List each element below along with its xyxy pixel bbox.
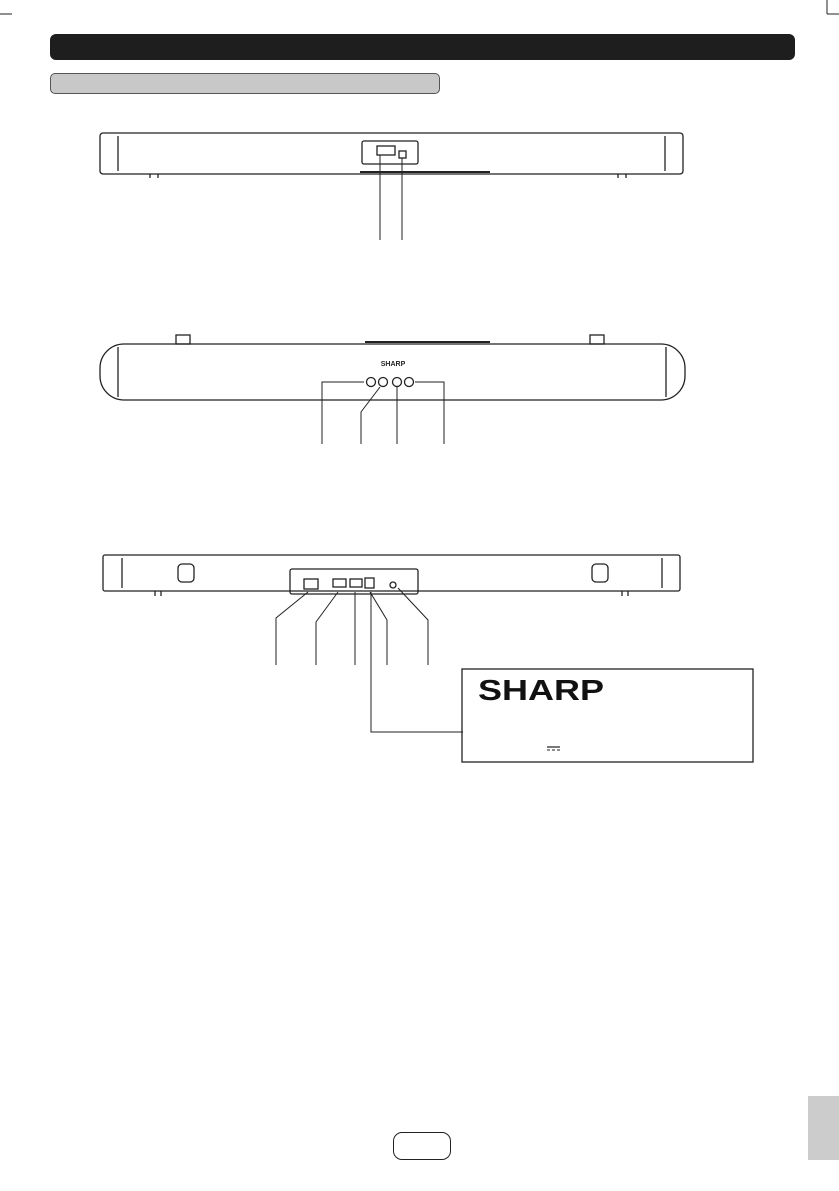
label-logo: SHARP — [478, 675, 604, 707]
sensor-icon — [399, 151, 406, 158]
front-view-diagram — [100, 335, 685, 444]
button-icon — [405, 378, 414, 387]
hdmi-port-icon — [333, 579, 346, 587]
optical-port-icon — [350, 579, 362, 587]
front-logo: SHARP — [380, 361, 406, 368]
button-icon — [393, 378, 402, 387]
usb-port-icon — [365, 578, 374, 588]
power-port-icon — [304, 579, 318, 589]
aux-port-icon — [390, 582, 396, 588]
language-side-tab — [808, 1096, 839, 1160]
button-icon — [379, 378, 388, 387]
wall-mount-icon — [592, 564, 608, 582]
top-view-diagram — [100, 133, 683, 240]
page-number-box — [393, 1132, 451, 1160]
wall-mount-icon — [178, 564, 194, 582]
display-window-icon — [377, 146, 395, 155]
button-icon — [367, 378, 376, 387]
